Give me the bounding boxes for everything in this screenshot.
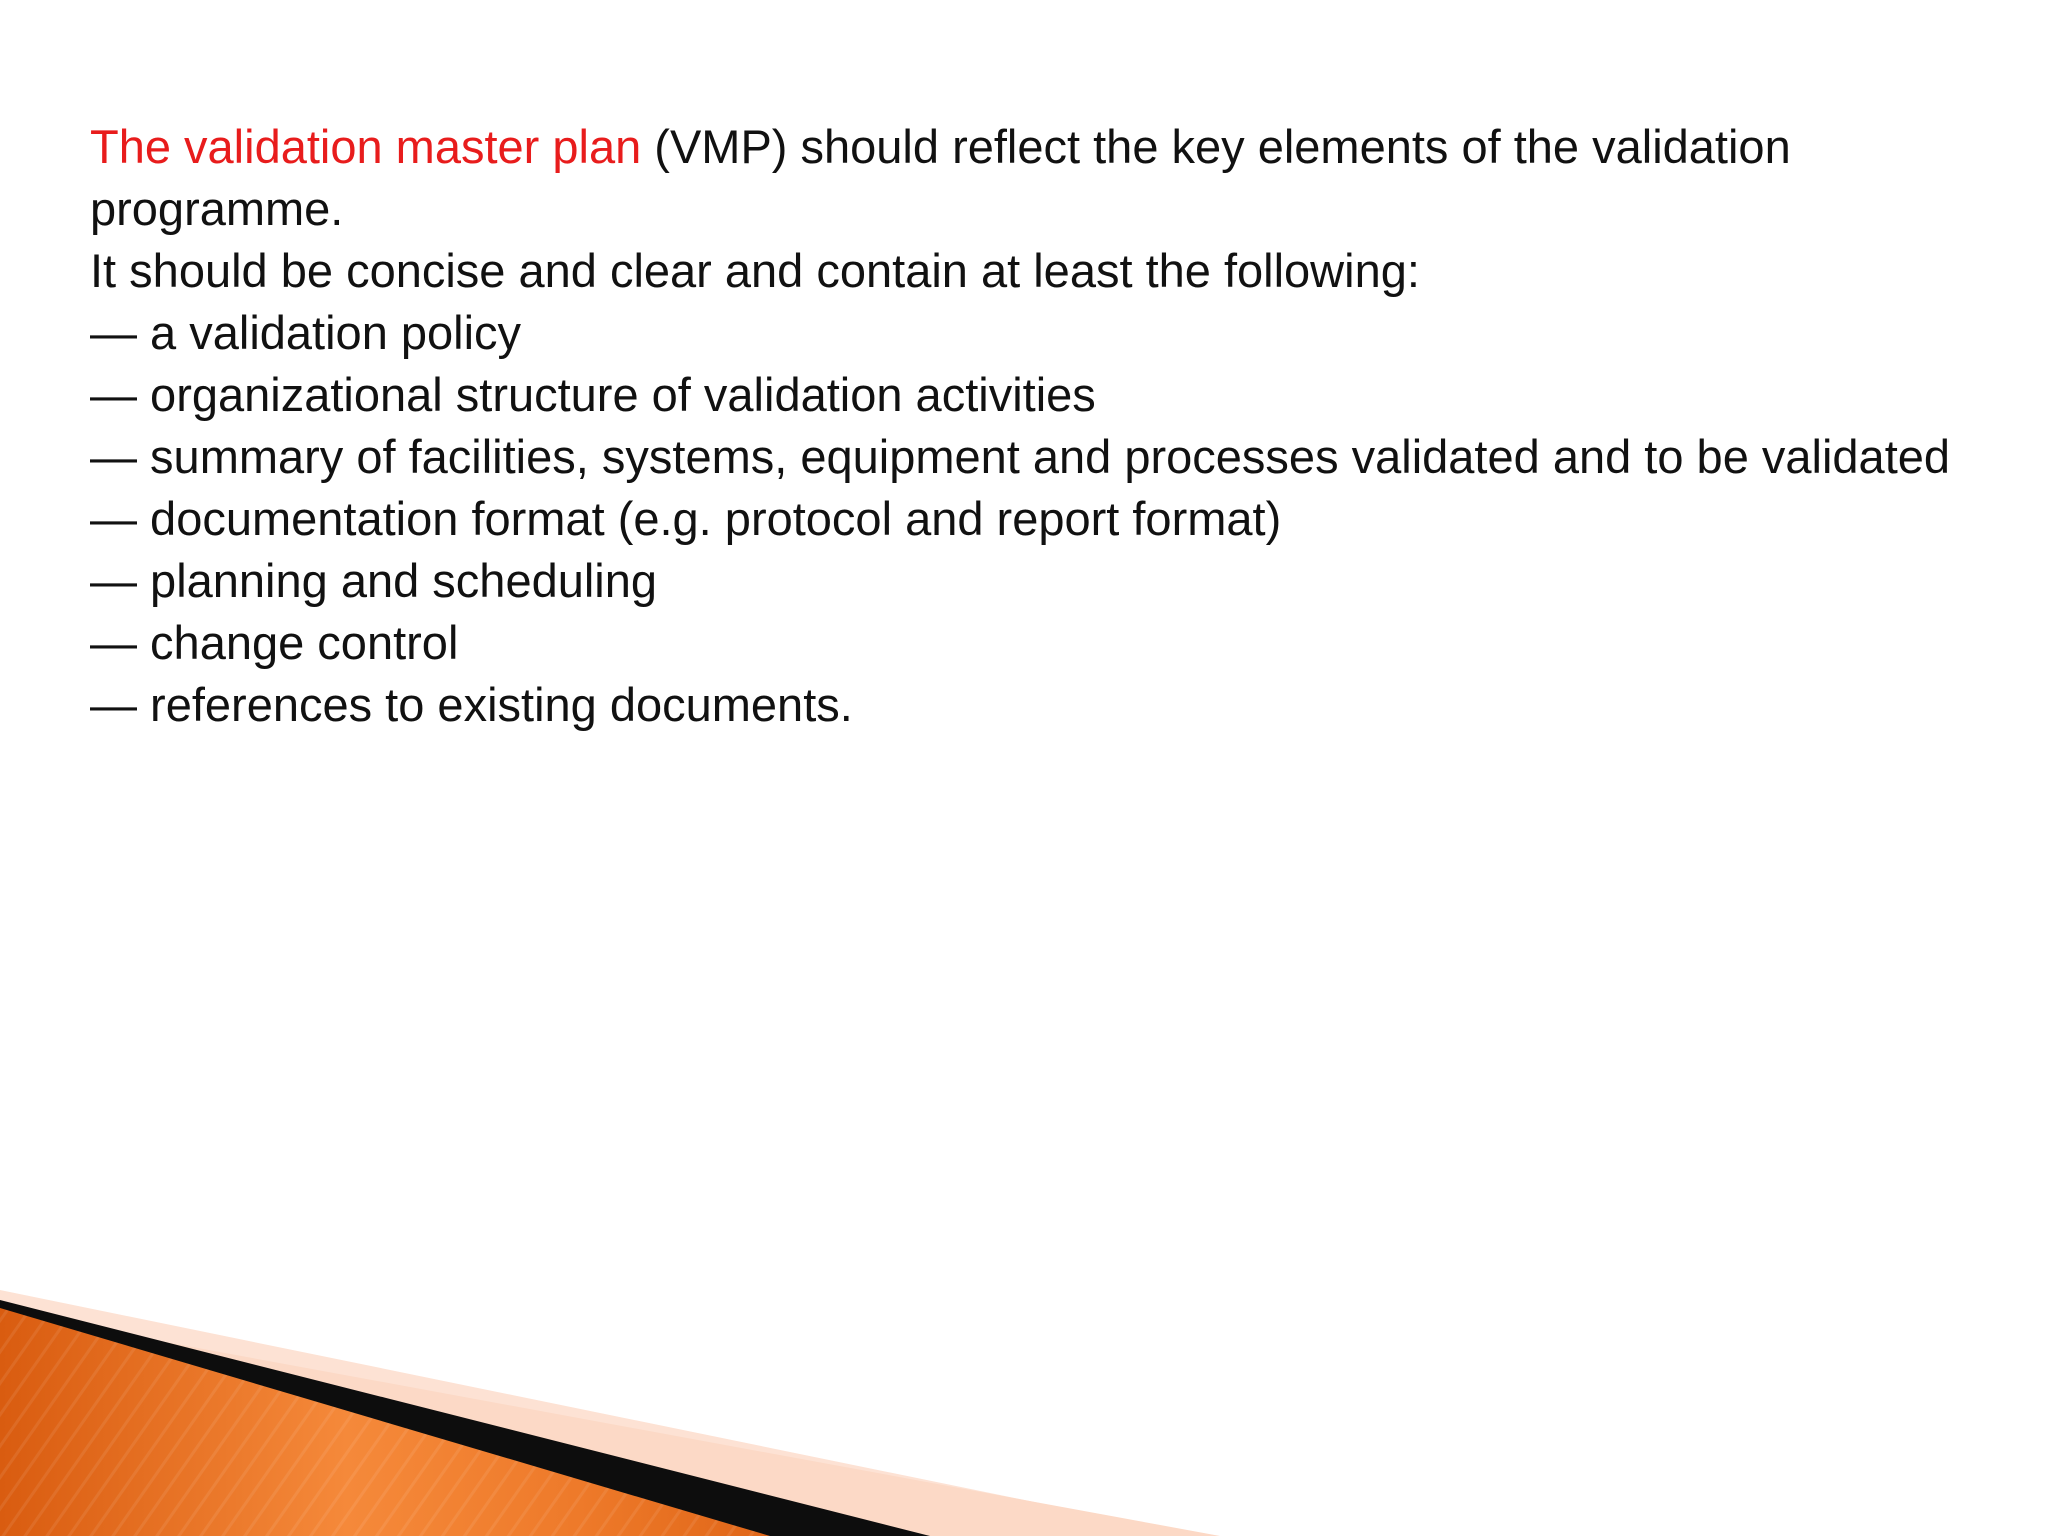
intro-text: (VMP) should reflect the key elements of the validation programme. <box>90 120 1791 235</box>
slide-body <box>90 116 1970 736</box>
list-item-planning: — planning and scheduling <box>90 554 658 607</box>
list-item-org-structure: — organizational structure of validation activities <box>90 368 1096 421</box>
list-item-change-control: — change control <box>90 616 459 669</box>
list-item-summary: — summary of facilities, systems, equipment and processes validated and to be validated <box>90 430 1951 483</box>
intro-paragraph <box>90 116 1970 240</box>
lead-text: It should be concise and clear and contain at least the following: <box>90 244 1420 297</box>
list-item-policy: — a validation policy <box>90 306 522 359</box>
list-item-doc-format: — documentation format (e.g. protocol and report format) <box>90 492 1282 545</box>
vmp-highlight: The validation master plan <box>90 120 642 173</box>
list-item-references: — references to existing documents. <box>90 678 853 731</box>
